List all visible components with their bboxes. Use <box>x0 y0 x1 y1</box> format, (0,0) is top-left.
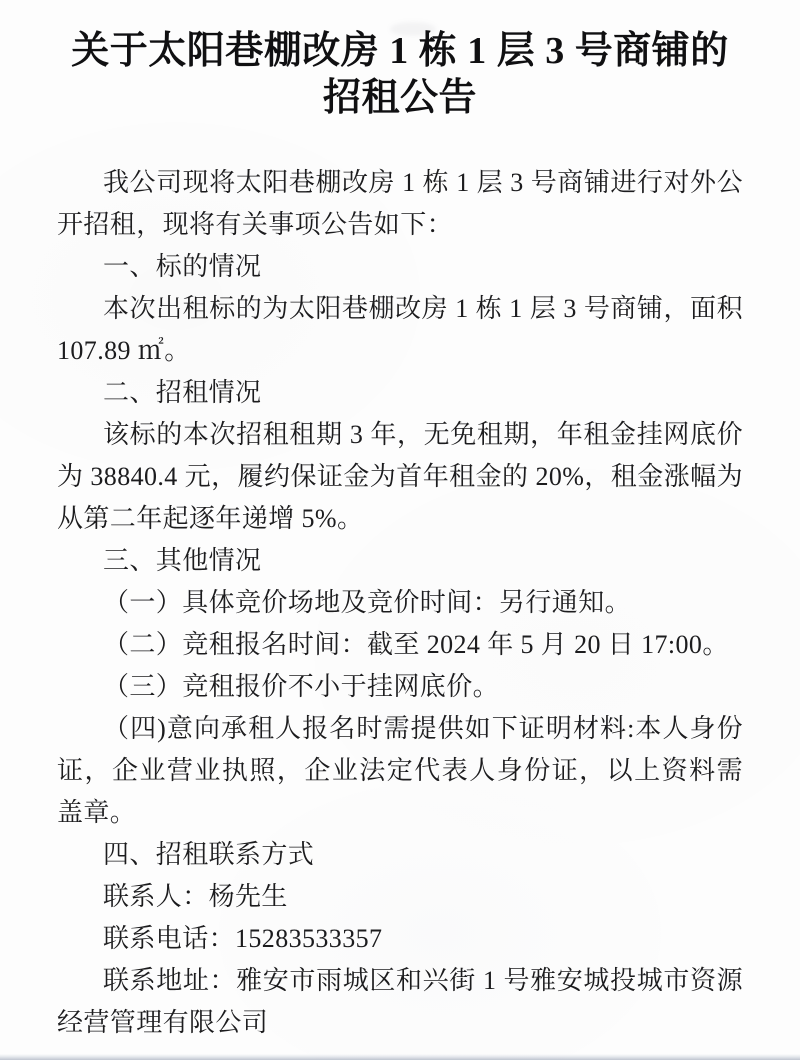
contact-person-line: 联系人：杨先生 <box>103 882 288 911</box>
contact-address-line: 联系地址：雅安市雨城区和兴街 1 号雅安城投城市资源经营管理有限公司 <box>57 966 743 1037</box>
scan-edge-artifact <box>0 1054 800 1060</box>
document-title-line-1: 关于太阳巷棚改房 1 栋 1 层 3 号商铺的 <box>71 30 729 72</box>
section-3-item-1: （一）具体竞价场地及竞价时间：另行通知。 <box>103 588 632 617</box>
section-4-heading: 四、招租联系方式 <box>103 840 315 869</box>
document-title <box>57 28 743 122</box>
intro-paragraph: 我公司现将太阳巷棚改房 1 栋 1 层 3 号商铺进行对外公开招租，现将有关事项公告如下： <box>57 168 743 239</box>
section-3-item-2: （二）竞租报名时间：截至 2024 年 5 月 20 日 17:00。 <box>103 630 729 659</box>
document-body <box>57 162 743 1044</box>
section-1-body: 本次出租标的为太阳巷棚改房 1 栋 1 层 3 号商铺，面积 107.89 ㎡。 <box>57 294 743 365</box>
section-3-heading: 三、其他情况 <box>103 546 262 575</box>
section-2-heading: 二、招租情况 <box>103 378 262 407</box>
contact-phone-line: 联系电话：15283533357 <box>103 924 383 953</box>
section-3-item-4: （四)意向承租人报名时需提供如下证明材料:本人身份证，企业营业执照，企业法定代表人身份证，以上资料需盖章。 <box>57 714 743 827</box>
section-1-heading: 一、标的情况 <box>103 252 262 281</box>
section-2-body: 该标的本次招租租期 3 年，无免租期，年租金挂网底价为 38840.4 元，履约保证金为首年租金的 20%，租金涨幅为从第二年起逐年递增 5%。 <box>57 420 743 533</box>
section-3-item-3: （三）竞租报价不小于挂网底价。 <box>103 672 500 701</box>
document-title-line-2: 招租公告 <box>322 77 477 119</box>
